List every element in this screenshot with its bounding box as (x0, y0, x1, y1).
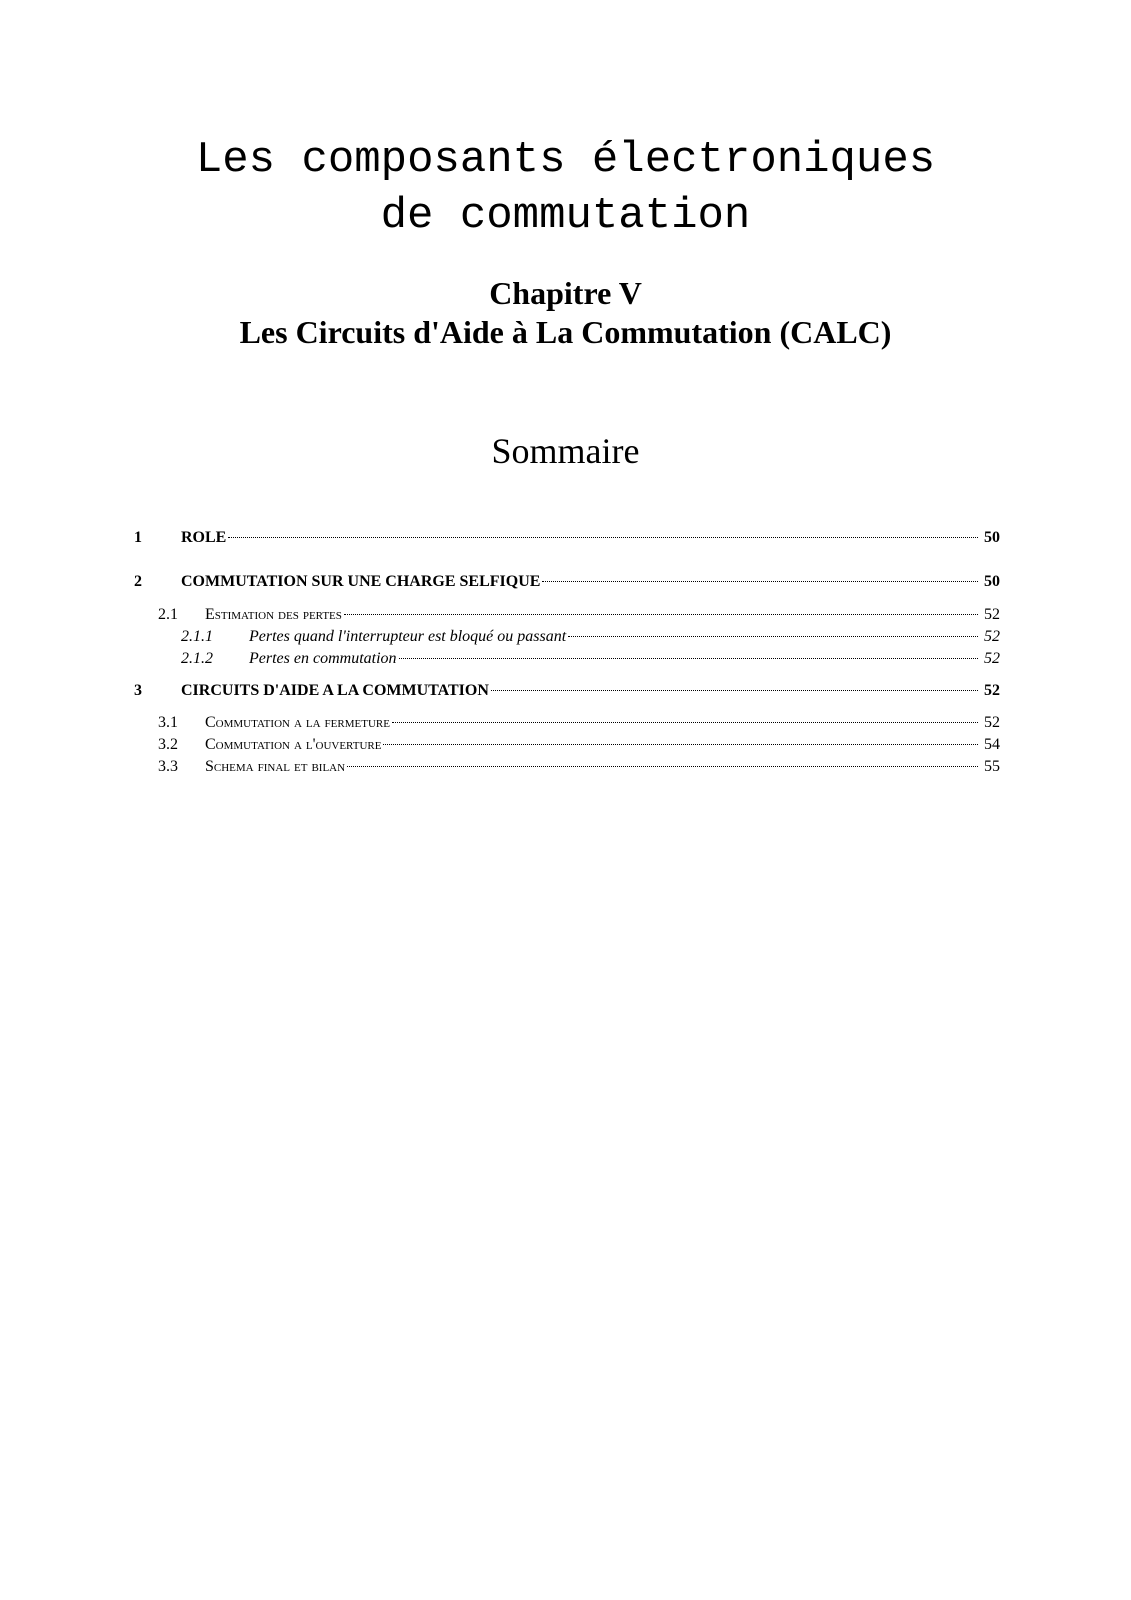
toc-entry-page: 52 (984, 714, 1000, 731)
toc-entry[interactable] (0, 648, 1131, 670)
toc-entry-number: 2.1.1 (181, 628, 213, 645)
document-title (0, 132, 1131, 244)
toc-entry[interactable] (0, 680, 1131, 702)
toc-leader-dots (344, 614, 978, 615)
toc-entry-page: 52 (984, 650, 1000, 667)
toc-entry-page: 52 (984, 606, 1000, 623)
toc-entry[interactable] (0, 712, 1131, 734)
toc-entry-label: COMMUTATION SUR UNE CHARGE SELFIQUE (181, 573, 541, 590)
toc-entry-page: 52 (984, 682, 1000, 699)
toc-leader-dots (228, 537, 978, 538)
toc-leader-dots (491, 690, 978, 691)
toc-entry-label: Pertes en commutation (249, 650, 397, 667)
toc-entry-label: Commutation a la fermeture (205, 714, 390, 731)
toc-entry-page: 50 (984, 529, 1000, 546)
toc-entry[interactable] (0, 626, 1131, 648)
toc-entry-number: 3 (134, 682, 142, 699)
title-line-1: Les composants électroniques (195, 135, 936, 185)
chapter-title: Les Circuits d'Aide à La Commutation (CALC) (239, 314, 892, 350)
toc-entry[interactable] (0, 604, 1131, 626)
toc-entry-label: Estimation des pertes (205, 606, 342, 623)
chapter-heading (0, 274, 1131, 352)
toc-entry[interactable] (0, 527, 1131, 549)
toc-leader-dots (399, 658, 978, 659)
toc-entry-page: 50 (984, 573, 1000, 590)
toc-entry-page: 54 (984, 736, 1000, 753)
toc-entry-page: 52 (984, 628, 1000, 645)
toc-leader-dots (568, 636, 978, 637)
toc-entry[interactable] (0, 734, 1131, 756)
toc-entry-number: 3.2 (158, 736, 178, 753)
toc-entry-label: Pertes quand l'interrupteur est bloqué ou passant (249, 628, 567, 645)
toc-entry-label: Commutation a l'ouverture (205, 736, 382, 753)
toc-entry-number: 2.1.2 (181, 650, 213, 667)
toc-leader-dots (392, 722, 978, 723)
toc-entry-number: 1 (134, 529, 142, 546)
summary-heading: Sommaire (491, 431, 640, 471)
toc-entry-page: 55 (984, 758, 1000, 775)
toc-leader-dots (347, 766, 978, 767)
toc-entry-number: 3.3 (158, 758, 178, 775)
toc-entry-label: ROLE (181, 529, 227, 546)
toc-entry-number: 3.1 (158, 714, 178, 731)
toc-leader-dots (383, 744, 978, 745)
toc-entry-label: Schema final et bilan (205, 758, 346, 775)
chapter-number: Chapitre V (489, 275, 642, 311)
toc-leader-dots (542, 581, 978, 582)
toc-entry[interactable] (0, 571, 1131, 593)
toc-entry-number: 2 (134, 573, 142, 590)
toc-entry-number: 2.1 (158, 606, 178, 623)
toc-entry[interactable] (0, 756, 1131, 778)
title-line-2: de commutation (380, 191, 751, 241)
toc-entry-label: CIRCUITS D'AIDE A LA COMMUTATION (181, 682, 489, 699)
